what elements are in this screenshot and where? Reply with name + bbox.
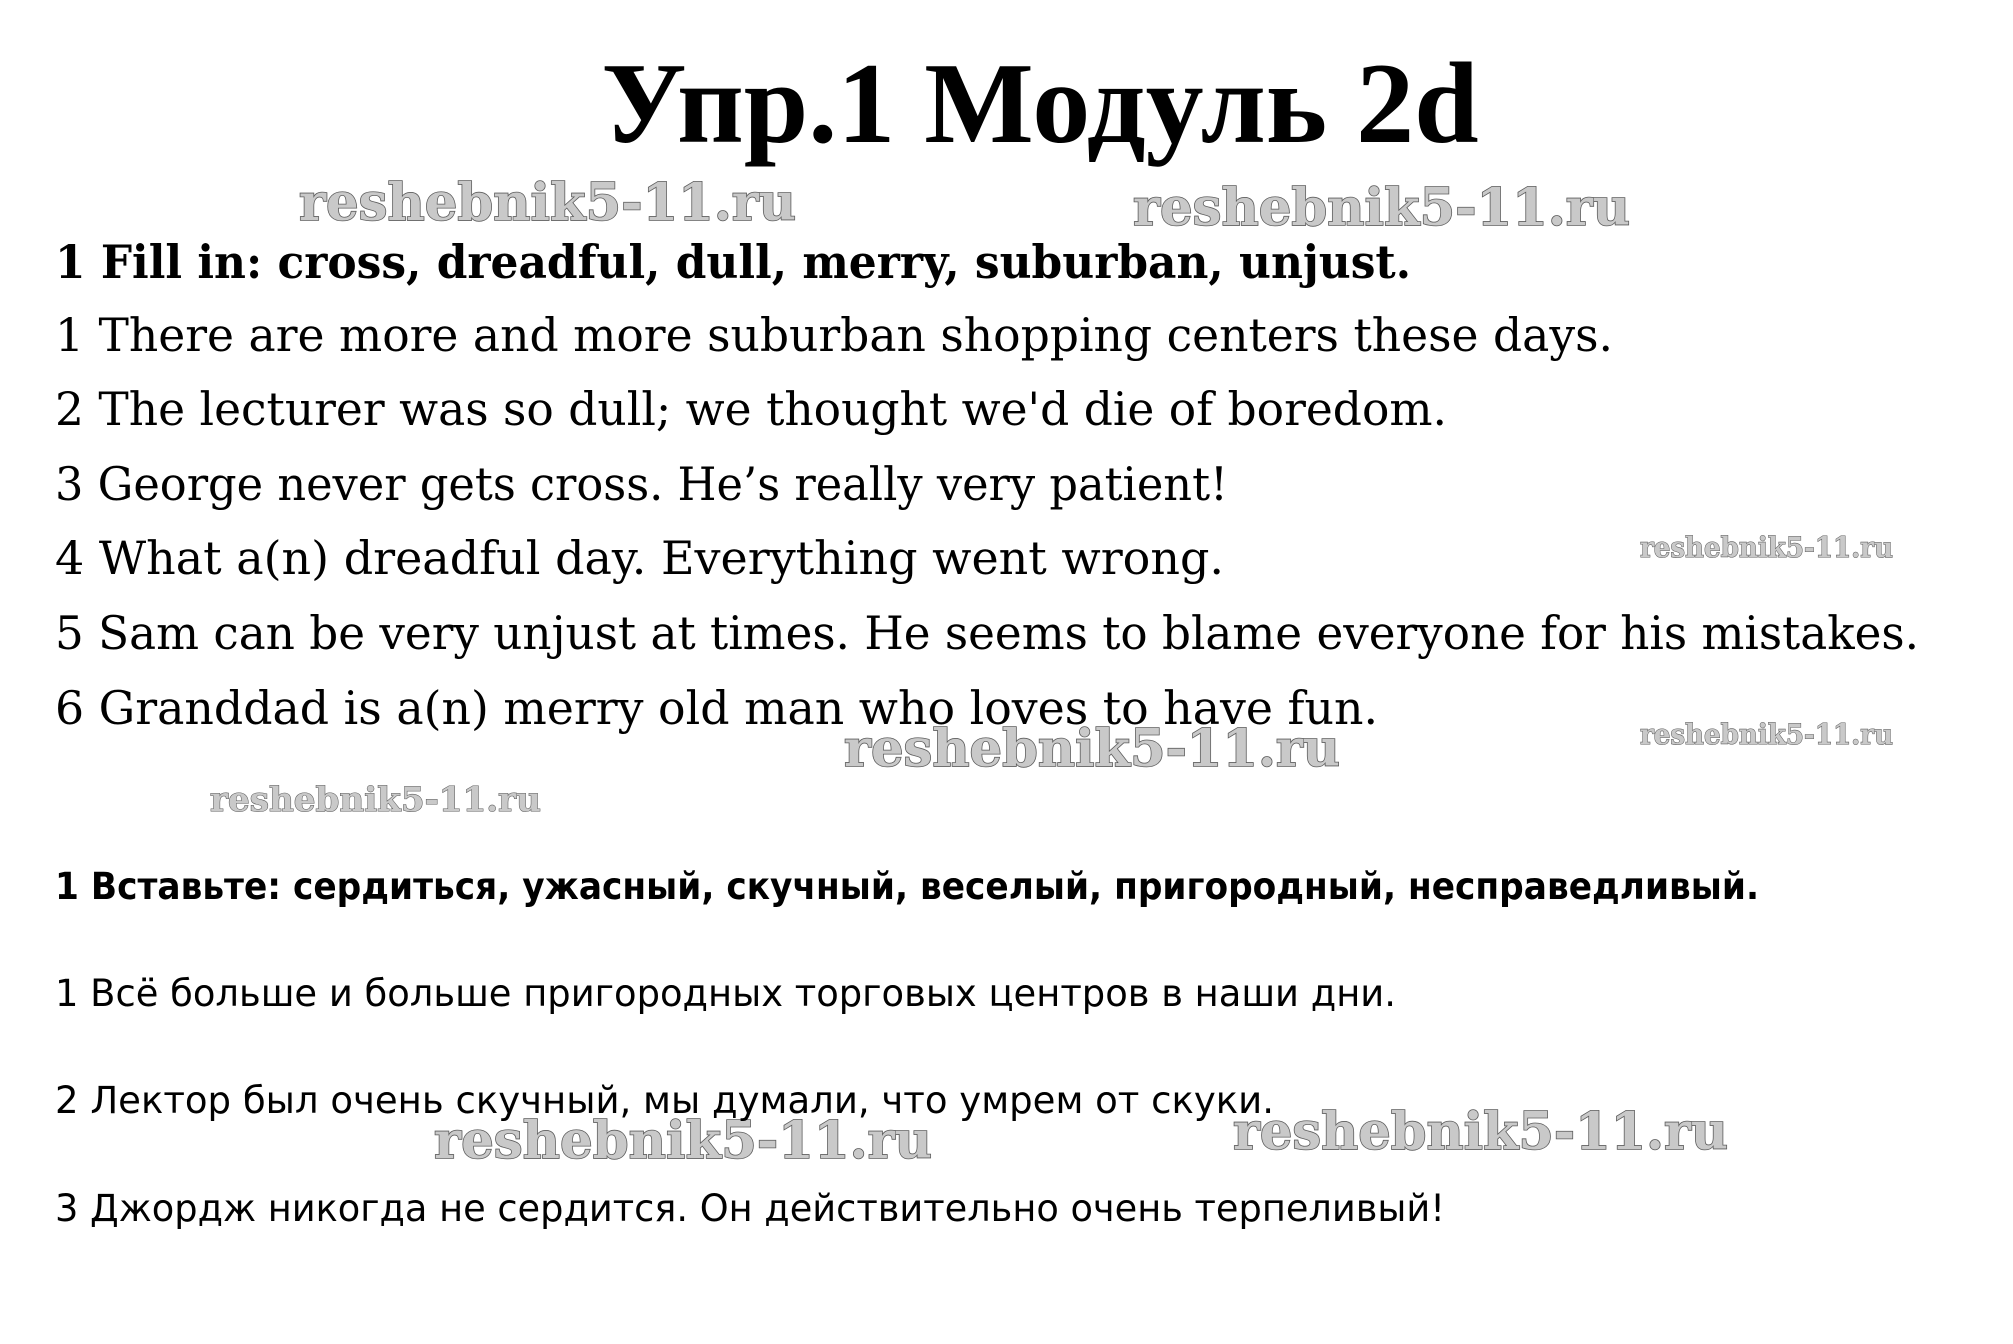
- english-answer-5: 5 Sam can be very unjust at times. He seems to blame everyone for his mistakes.: [55, 606, 1919, 660]
- english-answer-1: 1 There are more and more suburban shopping centers these days.: [55, 308, 1613, 362]
- english-answer-4: 4 What a(n) dreadful day. Everything went wrong.: [55, 531, 1224, 585]
- watermark-5: reshebnik5-11.ru: [1640, 718, 1893, 751]
- watermark-8: reshebnik5-11.ru: [1233, 1102, 1728, 1162]
- watermark-6: reshebnik5-11.ru: [210, 780, 541, 820]
- russian-answer-2: 2 Лектор был очень скучный, мы думали, что умрем от скуки.: [55, 1079, 1274, 1122]
- watermark-1: reshebnik5-11.ru: [299, 173, 796, 233]
- russian-answer-1: 1 Всё больше и больше пригородных торговых центров в наши дни.: [55, 972, 1396, 1015]
- watermark-2: reshebnik5-11.ru: [1133, 178, 1630, 238]
- watermark-7: reshebnik5-11.ru: [434, 1111, 932, 1171]
- russian-instruction: 1 Вставьте: сердиться, ужасный, скучный, веселый, пригородный, несправедливый.: [55, 865, 1759, 908]
- english-answer-2: 2 The lecturer was so dull; we thought we'd die of boredom.: [55, 382, 1447, 436]
- english-answer-3: 3 George never gets cross. He’s really very patient!: [55, 457, 1228, 511]
- watermark-3: reshebnik5-11.ru: [1640, 531, 1893, 564]
- english-instruction: 1 Fill in: cross, dreadful, dull, merry, suburban, unjust.: [55, 235, 1411, 289]
- watermark-4: reshebnik5-11.ru: [844, 719, 1340, 779]
- english-answer-6: 6 Granddad is a(n) merry old man who loves to have fun.: [55, 681, 1378, 735]
- russian-answer-3: 3 Джордж никогда не сердится. Он действительно очень терпеливый!: [55, 1187, 1445, 1230]
- page-title: Упр.1 Модуль 2d: [601, 40, 1479, 168]
